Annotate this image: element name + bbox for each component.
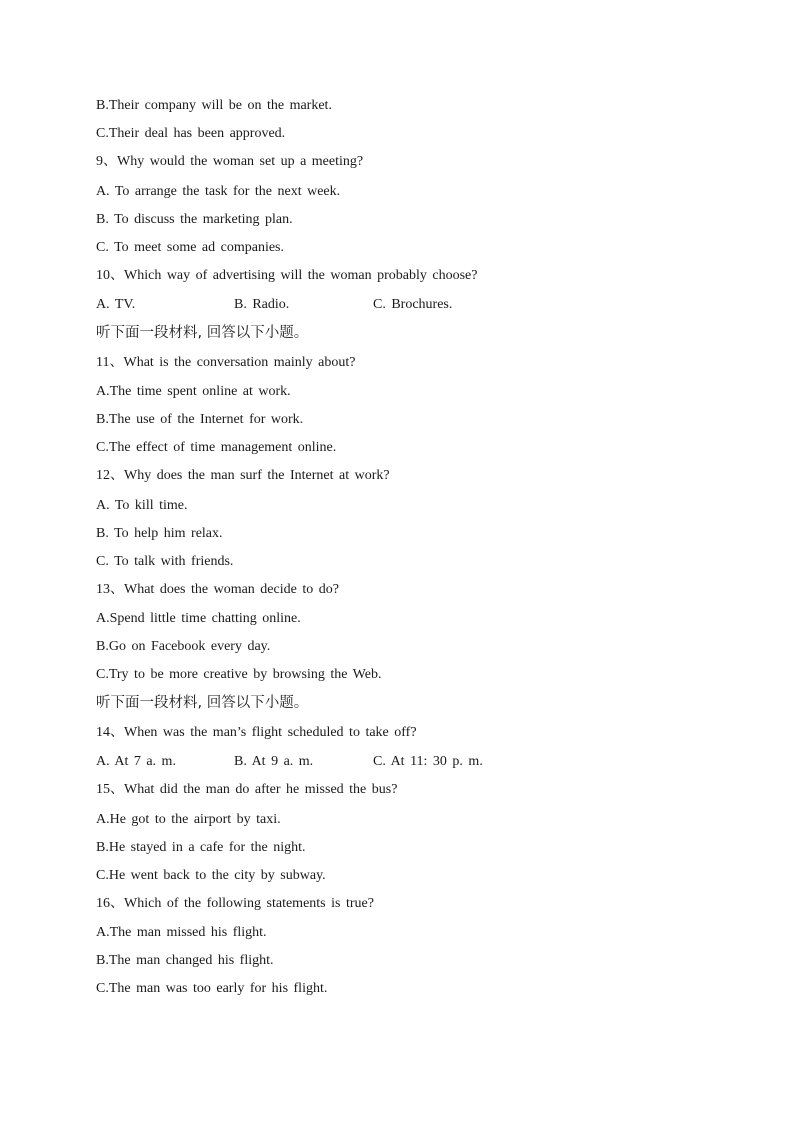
answer-option: C.Their deal has been approved. (96, 126, 286, 141)
section-instruction: 听下面一段材料, 回答以下小题。 (96, 695, 309, 711)
answer-options-row (96, 750, 716, 778)
answer-option: A.The man missed his flight. (96, 925, 267, 940)
answer-option: C.The effect of time management online. (96, 440, 337, 455)
answer-option: B. To help him relax. (96, 525, 223, 541)
answer-option: A. TV. (96, 297, 136, 312)
page-content (96, 94, 716, 1005)
question-text: 11、What is the conversation mainly about? (96, 354, 356, 370)
answer-option: C. At 11: 30 p. m. (373, 754, 483, 769)
answer-option: B.Go on Facebook every day. (96, 639, 271, 654)
answer-option: A.The time spent online at work. (96, 384, 291, 399)
answer-option: B.Their company will be on the market. (96, 98, 332, 113)
answer-option: C. To talk with friends. (96, 553, 234, 569)
question-text: 15、What did the man do after he missed the bus? (96, 782, 398, 797)
answer-option: C.The man was too early for his flight. (96, 981, 328, 996)
answer-option: C.He went back to the city by subway. (96, 867, 326, 883)
answer-option: A. To kill time. (96, 497, 188, 513)
question-text: 10、Which way of advertising will the woman probably choose? (96, 267, 478, 283)
answer-option: A. At 7 a. m. (96, 754, 176, 769)
answer-options-row (96, 293, 716, 321)
answer-option: B.The use of the Internet for work. (96, 412, 304, 427)
question-text: 13、What does the woman decide to do? (96, 581, 339, 597)
question-text: 14、When was the man’s flight scheduled to take off? (96, 724, 417, 740)
answer-option: A.He got to the airport by taxi. (96, 811, 281, 827)
answer-option: C.Try to be more creative by browsing the Web. (96, 667, 382, 682)
answer-option: B. At 9 a. m. (234, 754, 314, 769)
answer-option: A.Spend little time chatting online. (96, 611, 301, 626)
question-text: 9、Why would the woman set up a meeting? (96, 154, 364, 169)
section-instruction: 听下面一段材料, 回答以下小题。 (96, 325, 309, 341)
question-text: 16、Which of the following statements is true? (96, 895, 374, 911)
answer-option: B. To discuss the marketing plan. (96, 211, 293, 227)
answer-option: B. Radio. (234, 297, 290, 312)
answer-option: C. To meet some ad companies. (96, 239, 285, 255)
answer-option: B.The man changed his flight. (96, 953, 274, 968)
question-text: 12、Why does the man surf the Internet at work? (96, 468, 390, 483)
answer-option: B.He stayed in a cafe for the night. (96, 839, 306, 855)
answer-option: A. To arrange the task for the next week. (96, 183, 341, 199)
answer-option: C. Brochures. (373, 297, 453, 312)
